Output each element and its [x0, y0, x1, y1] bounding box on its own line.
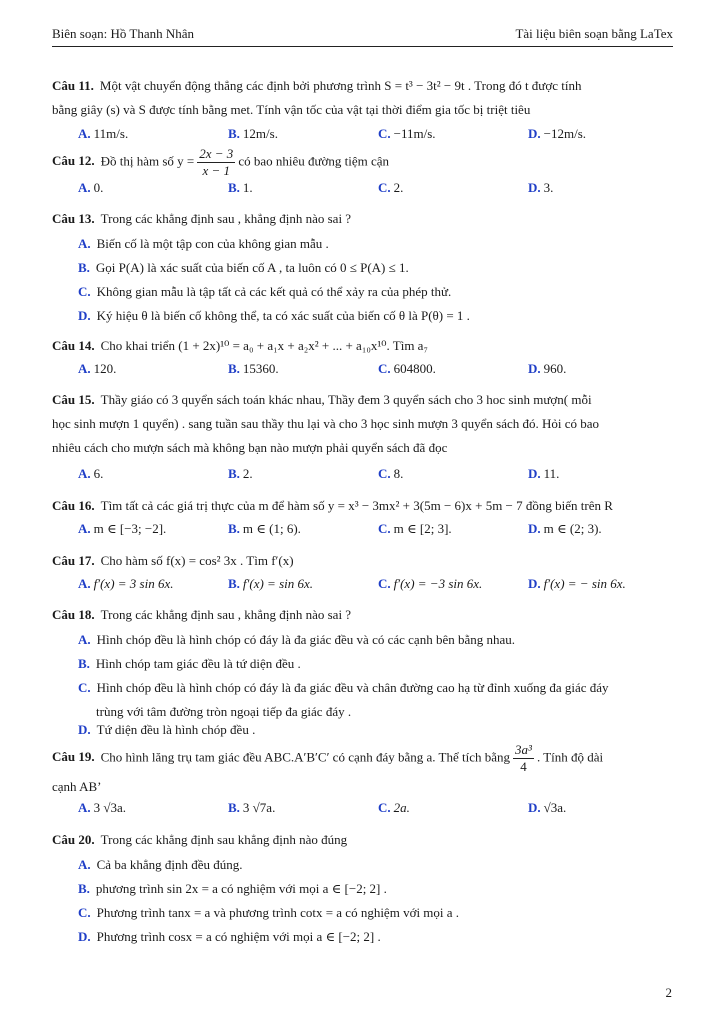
question-17-options [78, 576, 678, 598]
option-b[interactable]: B. Hình chóp tam giác đều là tứ diện đều . [78, 656, 301, 671]
question-11-text-2: bằng giây (s) và S được tính bằng met. Tính vận tốc của vật tại thời điểm gia tốc bị triệt tiêu [52, 102, 531, 117]
option-d[interactable]: D. 11. [528, 466, 560, 481]
option-c[interactable]: C. f′(x) = −3 sin 6x. [378, 576, 483, 591]
option-d[interactable]: D. 3. [528, 180, 554, 195]
option-a[interactable]: A. Hình chóp đều là hình chóp có đáy là đa giác đều và có các cạnh bên bằng nhau. [78, 632, 516, 647]
header-author: Biên soạn: Hồ Thanh Nhân [52, 26, 195, 41]
option-a[interactable]: A. 3 √3a. [78, 800, 127, 815]
question-16-options [78, 521, 678, 543]
option-b[interactable]: B. phương trình sin 2x = a có nghiệm với mọi a ∈ [−2; 2] . [78, 881, 387, 896]
question-13-options [78, 232, 678, 328]
option-d[interactable]: D. √3a. [528, 800, 567, 815]
option-b[interactable]: B. f′(x) = sin 6x. [228, 576, 314, 591]
question-15-options [78, 466, 678, 488]
question-14-options [78, 361, 678, 383]
question-19-options [78, 800, 678, 822]
option-d[interactable]: D. −12m/s. [528, 126, 587, 141]
question-17: Câu 17. Cho hàm số f(x) = cos² 3x . Tìm f′(x) [52, 553, 294, 568]
option-b[interactable]: B. 12m/s. [228, 126, 278, 141]
option-b[interactable]: B. m ∈ (1; 6). [228, 521, 301, 536]
option-c[interactable]: C. Hình chóp đều là hình chóp có đáy là đa giác đều và chân đường cao hạ từ đỉnh xuống đa giác đáy trùng với tâm đường tròn ngoại tiếp đa giác đáy . [78, 680, 609, 719]
option-a[interactable]: A. m ∈ [−3; −2]. [78, 521, 167, 536]
option-d[interactable]: D. 960. [528, 361, 567, 376]
option-a[interactable]: A. Cả ba khẳng định đều đúng. [78, 857, 243, 872]
option-c[interactable]: C. m ∈ [2; 3]. [378, 521, 452, 536]
option-b[interactable]: B. 3 √7a. [228, 800, 276, 815]
option-c[interactable]: C. Không gian mẫu là tập tất cả các kết quả có thể xảy ra của phép thử. [78, 284, 452, 299]
fraction: $\frac{2x - 3}{x - 1}$ [199, 146, 234, 178]
option-a[interactable]: A. 0. [78, 180, 104, 195]
option-c[interactable]: C. −11m/s. [378, 126, 436, 141]
option-c[interactable]: C. 2a. [378, 800, 410, 815]
option-d[interactable]: D. Ký hiệu θ là biến cố không thể, ta có xác suất của biến cố θ là P(θ) = 1 . [78, 308, 470, 323]
question-19: Câu 19. Cho hình lăng trụ tam giác đều ABC.A′B′C′ có cạnh đáy bằng a. Thể tích bằng $\frac{\text{3a³}}{4}$ . Tính độ dài cạnh AB’ [52, 742, 604, 794]
question-12-options [78, 180, 678, 202]
option-a[interactable]: A. 11m/s. [78, 126, 129, 141]
question-12: Câu 12. Đồ thị hàm số y = $\frac{2x - 3}{x - 1}$ có bao nhiêu đường tiệm cận [52, 146, 390, 178]
question-16: Câu 16. Tìm tất cả các giá trị thực của m để hàm số y = x³ − 3mx² + 3(5m − 6)x + 5m − 7 đồng biến trên R [52, 498, 613, 513]
option-d[interactable]: D. Phương trình cosx = a có nghiệm với mọi a ∈ [−2; 2] . [78, 929, 381, 944]
option-d[interactable]: D. f′(x) = − sin 6x. [528, 576, 626, 591]
option-c[interactable]: C. Phương trình tanx = a và phương trình cotx = a có nghiệm với mọi a . [78, 905, 460, 920]
option-c[interactable]: C. 2. [378, 180, 404, 195]
option-c[interactable]: C. 8. [378, 466, 404, 481]
option-b[interactable]: B. 2. [228, 466, 253, 481]
question-13: Câu 13. Trong các khẳng định sau , khẳng định nào sai ? [52, 211, 352, 226]
question-11-options [78, 126, 678, 148]
option-b[interactable]: B. 15360. [228, 361, 279, 376]
question-20: Câu 20. Trong các khẳng định sau khẳng định nào đúng [52, 832, 348, 847]
fraction: $\frac{\text{3a³}}{4}$ [515, 742, 532, 774]
page-number: 2 [665, 985, 672, 1000]
option-c[interactable]: C. 604800. [378, 361, 436, 376]
question-18: Câu 18. Trong các khẳng định sau , khẳng định nào sai ? [52, 607, 352, 622]
option-b[interactable]: B. Gọi P(A) là xác suất của biến cố A , ta luôn có 0 ≤ P(A) ≤ 1. [78, 260, 409, 275]
option-a[interactable]: A. 6. [78, 466, 104, 481]
option-a[interactable]: A. 120. [78, 361, 117, 376]
option-a[interactable]: A. Biến cố là một tập con của không gian mẫu . [78, 236, 329, 251]
header-title: Tài liệu biên soạn bằng LaTex [515, 26, 673, 41]
page-header [52, 26, 673, 47]
question-15: Câu 15. Thầy giáo có 3 quyển sách toán khác nhau, Thầy đem 3 quyển sách cho 3 hoc sinh mượn( mỗi học sinh mượn 1 quyển) . sang tuần sau thầy thu lại và cho 3 học sinh mượn 3 quyển sách đó. Hỏi có bao nhiêu cách cho mượn sách mà không bạn nào mượn phải quyển sách đã đọc [52, 392, 600, 455]
question-20-options [78, 853, 678, 949]
option-d[interactable]: D. m ∈ (2; 3). [528, 521, 602, 536]
option-d[interactable]: D. Tứ diện đều là hình chóp đều . [78, 722, 256, 737]
option-b[interactable]: B. 1. [228, 180, 253, 195]
option-a[interactable]: A. f′(x) = 3 sin 6x. [78, 576, 174, 591]
question-11: Câu 11. Một vật chuyển động thẳng các định bởi phương trình S = t³ − 3t² − 9t . Trong đó t được tính bằng giây (s) và S được tính bằng met. Tính vận tốc của vật tại thời điểm gia tốc bị triệt tiêu [52, 78, 582, 117]
question-11-text: Một vật chuyển động thẳng các định bởi phương trình S = t³ − 3t² − 9t . Trong đó t được tính [99, 78, 582, 93]
question-14: Câu 14. Cho khai triển (1 + 2x)¹⁰ = a₀ + a₁x + a₂x² + ... + a₁₀x¹⁰. Tìm a₇ [52, 338, 428, 353]
question-18-options [78, 628, 678, 742]
